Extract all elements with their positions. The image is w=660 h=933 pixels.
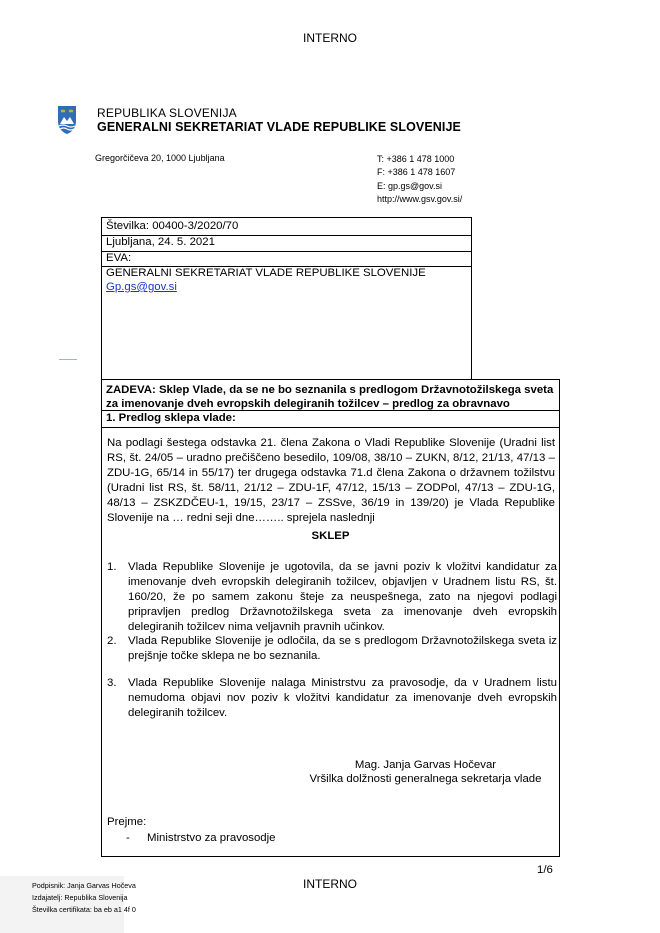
footer-classification: INTERNO: [303, 877, 357, 891]
decision-title: SKLEP: [311, 530, 350, 542]
decision-item-1: [107, 560, 557, 635]
org-contacts: [377, 153, 462, 207]
signature-issuer: Izdajatelj: Republika Slovenija: [32, 893, 128, 902]
org-email: E: gp.gs@gov.si: [377, 180, 442, 191]
item-text: Vlada Republike Slovenije je odločila, da se s predlogom Državnotožilskega sveta iz prejšnje točke sklepa ne bo seznanila.: [128, 635, 557, 663]
item-number: 2.: [107, 635, 117, 647]
section-heading: 1. Predlog sklepa vlade:: [106, 412, 236, 424]
signature-signer: Podpisnik: Janja Garvas Hočeva: [32, 881, 136, 890]
signatory-name: Mag. Janja Garvas Hočevar: [354, 759, 497, 771]
document-body-box: [101, 379, 560, 857]
header-classification: INTERNO: [303, 31, 357, 45]
document-meta-box: [101, 217, 472, 380]
recipient-name: Ministrstvo za pravosodje: [147, 832, 276, 844]
intro-paragraph: Na podlagi šestega odstavka 21. člena Zakona o Vladi Republike Slovenije (Uradni list RS, št. 24/05 – uradno prečiščeno besedilo, 109/08, 38/10 – ZUKN, 8/12, 21/13, 47/13 – ZDU-1G, 65/14 in 55/17) ter drugega odstavka 71.d člena Zakona o državnem tožilstvu (Uradni list RS, št. 58/11, 21/12 – ZDU-1F, 47/12, 15/13 – ZODPol, 47/13 – ZDU-1G, 48/13 – ZSKZDČEU-1, 19/15, 23/17 – ZSSve, 36/19 in 139/20) je Vlada Republike Slovenije na … redni seji dne…….. sprejela naslednji: [107, 437, 555, 525]
item-text: Vlada Republike Slovenije nalaga Ministrstvu za pravosodje, da v Uradnem listu nemudoma objavi nov poziv k vložitvi kandidatur za imenovanje dveh evropskih delegiranih tožilcev.: [128, 677, 557, 720]
item-text: Vlada Republike Slovenije je ugotovila, da se javni poziv k vložitvi kandidatur za imenovanje dveh evropskih delegiranih tožilcev, objavljen v Uradnem listu RS, št. 160/20, že po samem zakonu šteje za neuspešnega, zato na njegovi podlagi pripravljen predlog Državnotožilskega sveta za imenovanje dveh evropskih delegiranih tožilcev nima veljavnih pravnih učinkov.: [128, 561, 557, 634]
org-name-line1: REPUBLIKA SLOVENIJA: [97, 106, 237, 120]
digital-signature-panel: [0, 876, 136, 933]
signature-certificate: Številka certifikata: ba eb a1 4f 0: [32, 905, 136, 914]
org-website[interactable]: http://www.gsv.gov.si/: [377, 194, 463, 205]
org-address: Gregorčičeva 20, 1000 Ljubljana: [95, 153, 225, 163]
recipient-bullet: -: [126, 832, 130, 844]
slovenia-coat-of-arms-icon: [57, 105, 77, 135]
document-sender: GENERALNI SEKRETARIAT VLADE REPUBLIKE SLOVENIJE: [106, 267, 426, 279]
item-number: 3.: [107, 677, 117, 689]
document-subject: ZADEVA: Sklep Vlade, da se ne bo seznanila s predlogom Državnotožilskega sveta za imenovanje dveh evropskih delegiranih tožilcev – predlog za obravnavo: [106, 384, 554, 410]
org-name-line2: GENERALNI SEKRETARIAT VLADE REPUBLIKE SLOVENIJE: [97, 120, 461, 134]
document-number: Številka: 00400-3/2020/70: [106, 220, 239, 232]
org-fax: F: +386 1 478 1607: [377, 167, 456, 178]
recipients-label: Prejme:: [107, 816, 147, 828]
signatory-title: Vršilka dolžnosti generalnega sekretarja vlade: [309, 773, 542, 785]
document-eva: EVA:: [106, 252, 132, 264]
item-number: 1.: [107, 561, 117, 573]
sender-email-link[interactable]: Gp.gs@gov.si: [106, 281, 177, 293]
document-date: Ljubljana, 24. 5. 2021: [106, 236, 215, 248]
decision-item-2: [107, 634, 557, 664]
decision-item-3: [107, 676, 557, 721]
page-number: 1/6: [537, 864, 553, 876]
margin-mark: [59, 359, 77, 360]
org-phone: T: +386 1 478 1000: [377, 154, 455, 164]
